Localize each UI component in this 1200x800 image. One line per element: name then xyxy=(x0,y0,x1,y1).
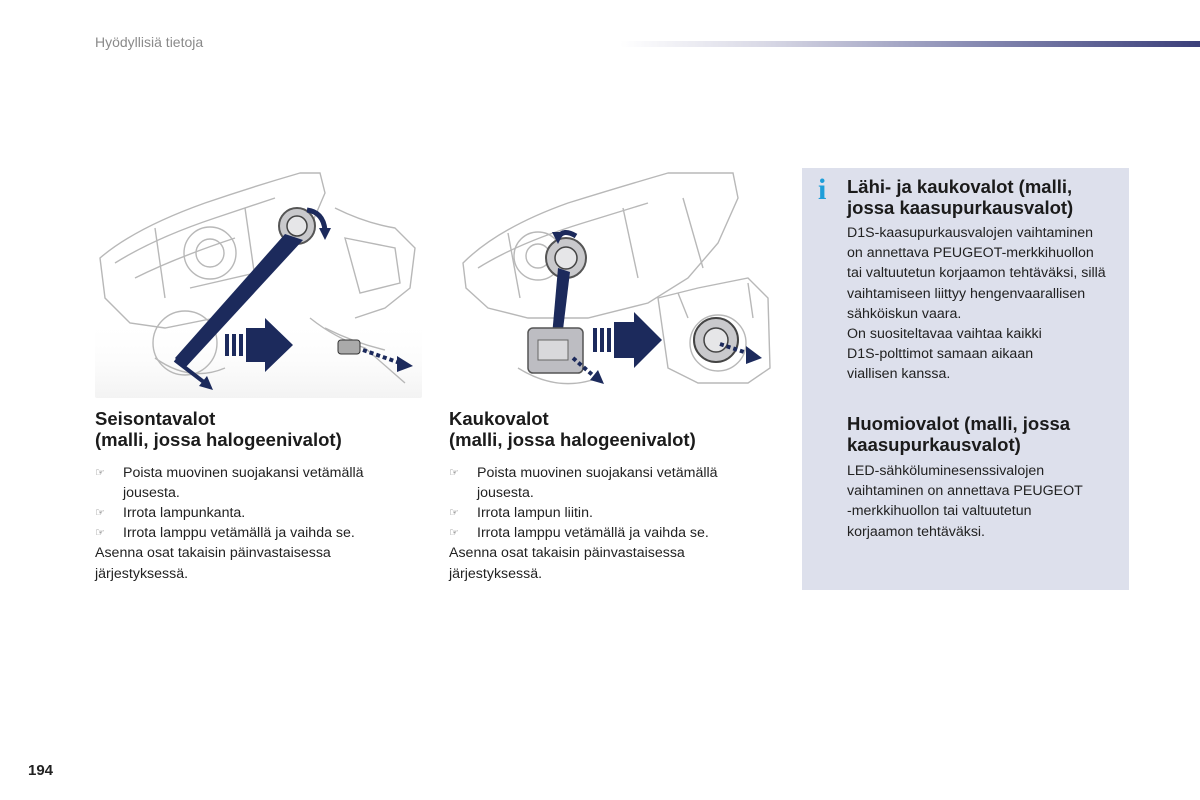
info-box xyxy=(802,168,1129,590)
hand-pointer-icon: ☞ xyxy=(449,527,459,539)
drl-text: LED-sähköluminesenssivalojen vaihtaminen on annettava PEUGEOT -merkkihuollon tai valtuutetun korjaamon tehtäväksi. xyxy=(847,463,1083,540)
list-item: ☞ Poista muovinen suojakansi vetämällä jousesta. xyxy=(449,465,718,501)
reassembly-note: Asenna osat takaisin päinvastaisessa järjestyksessä. xyxy=(449,545,685,582)
hand-pointer-icon: ☞ xyxy=(95,467,105,479)
xenon-headlamp-text: D1S-kaasupurkausvalojen vaihtaminen on annettava PEUGEOT-merkkihuollon tai valtuutetun korjaamon tehtäväksi, sillä vaihtamiseen liittyy hengenvaarallisen sähköiskun vaara. On suositeltavaa vaihtaa kaikki D1S-polttimot samaan aikaan viallisen kanssa. xyxy=(847,225,1106,383)
info-icon: i xyxy=(818,173,827,206)
hand-pointer-icon: ☞ xyxy=(95,527,105,539)
xenon-headlamp-heading: Lähi- ja kaukovalot (malli, jossa kaasupurkausvalot) xyxy=(847,176,1074,218)
section-title: Hyödyllisiä tietoja xyxy=(95,34,204,50)
list-item: ☞ Irrota lampun liitin. xyxy=(449,505,593,521)
sidelight-steps xyxy=(95,463,415,543)
header-bar xyxy=(620,41,1200,47)
list-item: ☞ Irrota lamppu vetämällä ja vaihda se. xyxy=(449,525,709,541)
reassembly-note: Asenna osat takaisin päinvastaisessa järjestyksessä. xyxy=(95,545,331,582)
drl-heading: Huomiovalot (malli, jossa kaasupurkausvalot) xyxy=(847,413,1071,455)
sidelight-illustration xyxy=(95,168,422,398)
page-number: 194 xyxy=(28,762,54,779)
main-beam-illustration xyxy=(448,168,775,398)
hand-pointer-icon: ☞ xyxy=(95,507,105,519)
main-beam-heading: Kaukovalot (malli, jossa halogeenivalot) xyxy=(449,408,696,450)
list-item: ☞ Irrota lamppu vetämällä ja vaihda se. xyxy=(95,525,355,541)
hand-pointer-icon: ☞ xyxy=(449,507,459,519)
hand-pointer-icon: ☞ xyxy=(449,467,459,479)
sidelight-section xyxy=(95,408,415,584)
main-beam-section xyxy=(449,408,769,584)
sidelight-heading: Seisontavalot (malli, jossa halogeenivalot) xyxy=(95,408,342,450)
main-beam-steps xyxy=(449,463,769,543)
list-item: ☞ Irrota lampunkanta. xyxy=(95,505,246,521)
list-item: ☞ Poista muovinen suojakansi vetämällä jousesta. xyxy=(95,465,364,501)
